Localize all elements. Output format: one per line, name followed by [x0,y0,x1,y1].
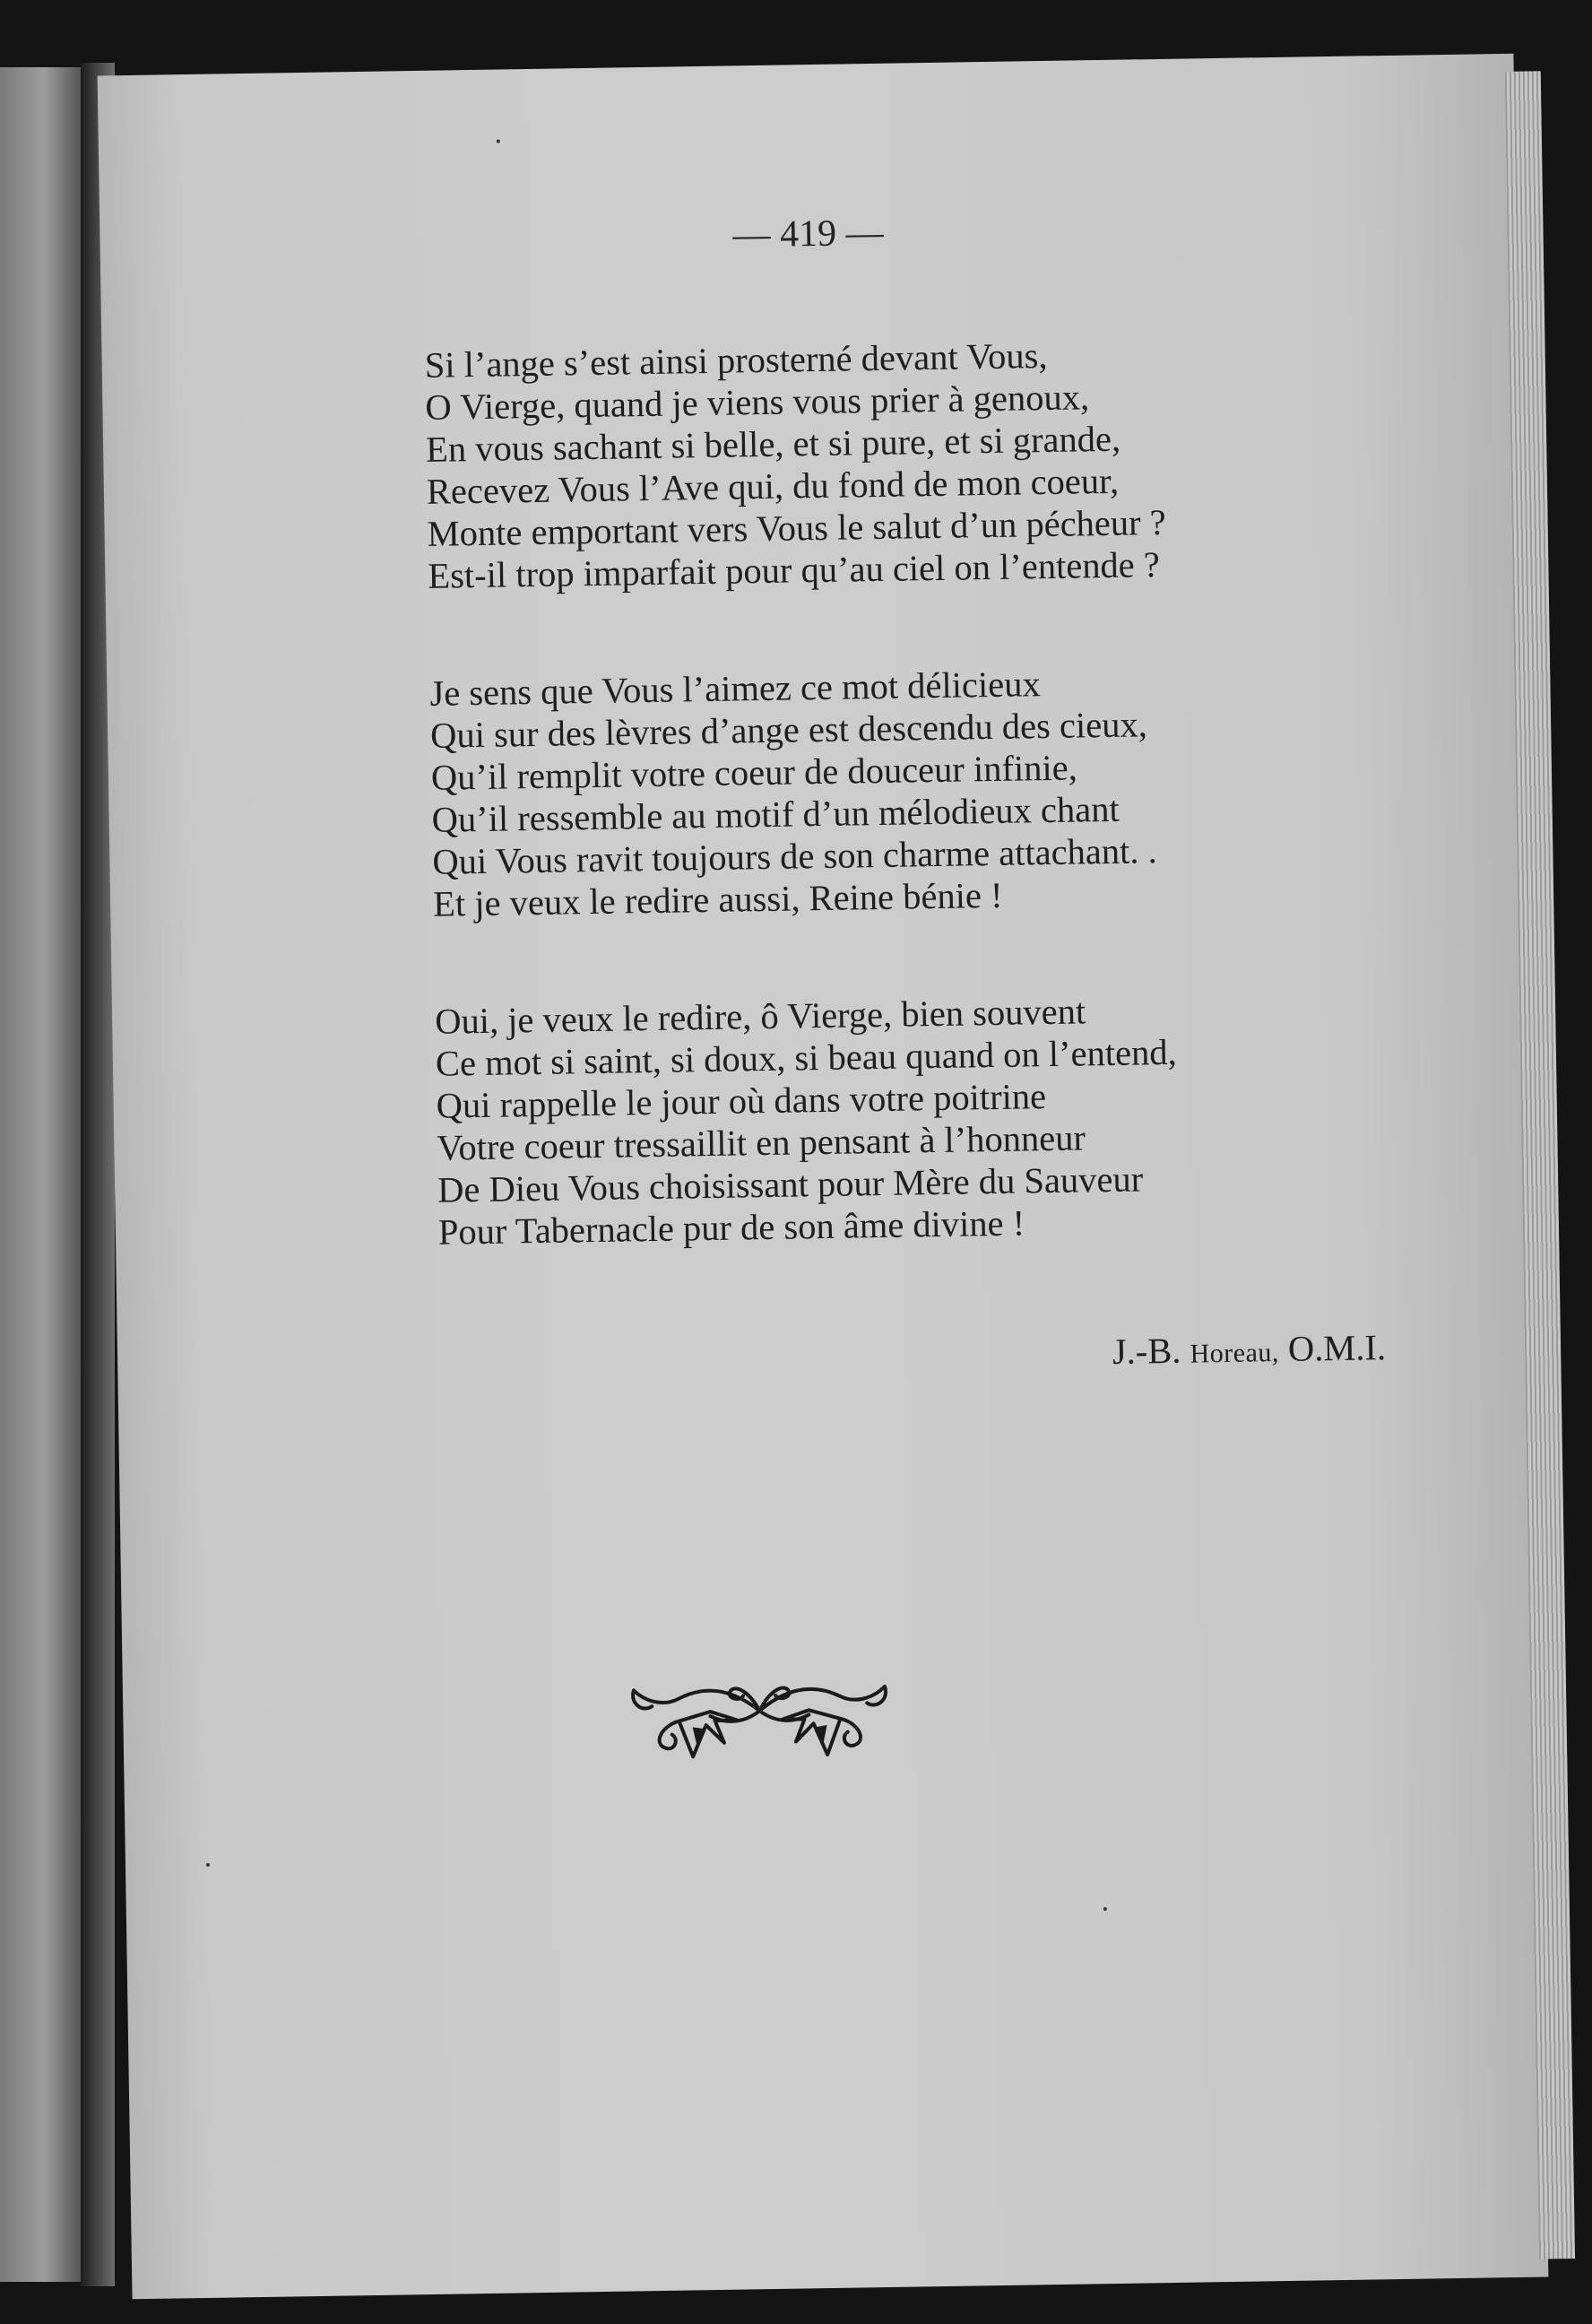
paper-speck [1103,1907,1107,1911]
poem-line: Qui rappelle le jour où dans votre poitrine [436,1076,1047,1126]
floral-vignette-icon [625,1669,896,1772]
poem [424,329,1424,1253]
stanza-1 [424,329,1414,597]
poem-line: Si l’ange s’est ainsi prosterné devant Vous, [424,334,1048,386]
poem-line: Monte emportant vers Vous le salut d’un pécheur ? [427,501,1167,554]
book-page [98,54,1549,2300]
poem-line: Pour Tabernacle pur de son âme divine ! [437,1202,1025,1253]
paper-speck [497,140,500,143]
poem-line: Je sens que Vous l’aimez ce mot délicieux [429,663,1041,714]
stanza-3 [435,985,1424,1253]
poem-line: Qui Vous ravit toujours de son charme attachant. . [432,830,1158,882]
poem-line: Recevez Vous l’Ave qui, du fond de mon coeur, [426,460,1120,512]
author-surname: Horeau, [1190,1338,1280,1369]
stanza-2 [429,657,1419,925]
author-order: O.M.I. [1287,1327,1387,1369]
poem-line: Et je veux le redire aussi, Reine bénie ! [432,874,1003,924]
author-signature [117,1326,1387,1388]
poem-line: Votre coeur tressaillit en pensant à l’honneur [437,1117,1086,1168]
page-number: — 419 — [732,212,884,256]
author-initials: J.-B. [1112,1330,1181,1372]
poem-line: Qui sur des lèvres d’ange est descendu des cieux, [429,704,1148,756]
paper-speck [206,1863,210,1867]
page-edges [1505,71,1575,2259]
poem-line: En vous sachant si belle, et si pure, et si grande, [425,418,1121,470]
poem-line: Oui, je veux le redire, ô Vierge, bien souvent [434,991,1086,1042]
left-page-edge [0,67,81,2282]
poem-line: De Dieu Vous choisissant pour Mère du Sauveur [437,1158,1144,1210]
poem-line: Ce mot si saint, si doux, si beau quand on l’entend, [435,1031,1178,1084]
poem-line: O Vierge, quand je viens vous prier à genoux, [425,377,1090,428]
poem-line: Qu’il remplit votre coeur de douceur infinie, [430,747,1078,798]
poem-line: Est-il trop imparfait pour qu’au ciel on l’entende ? [428,544,1161,596]
poem-line: Qu’il ressemble au motif d’un mélodieux chant [431,788,1120,840]
